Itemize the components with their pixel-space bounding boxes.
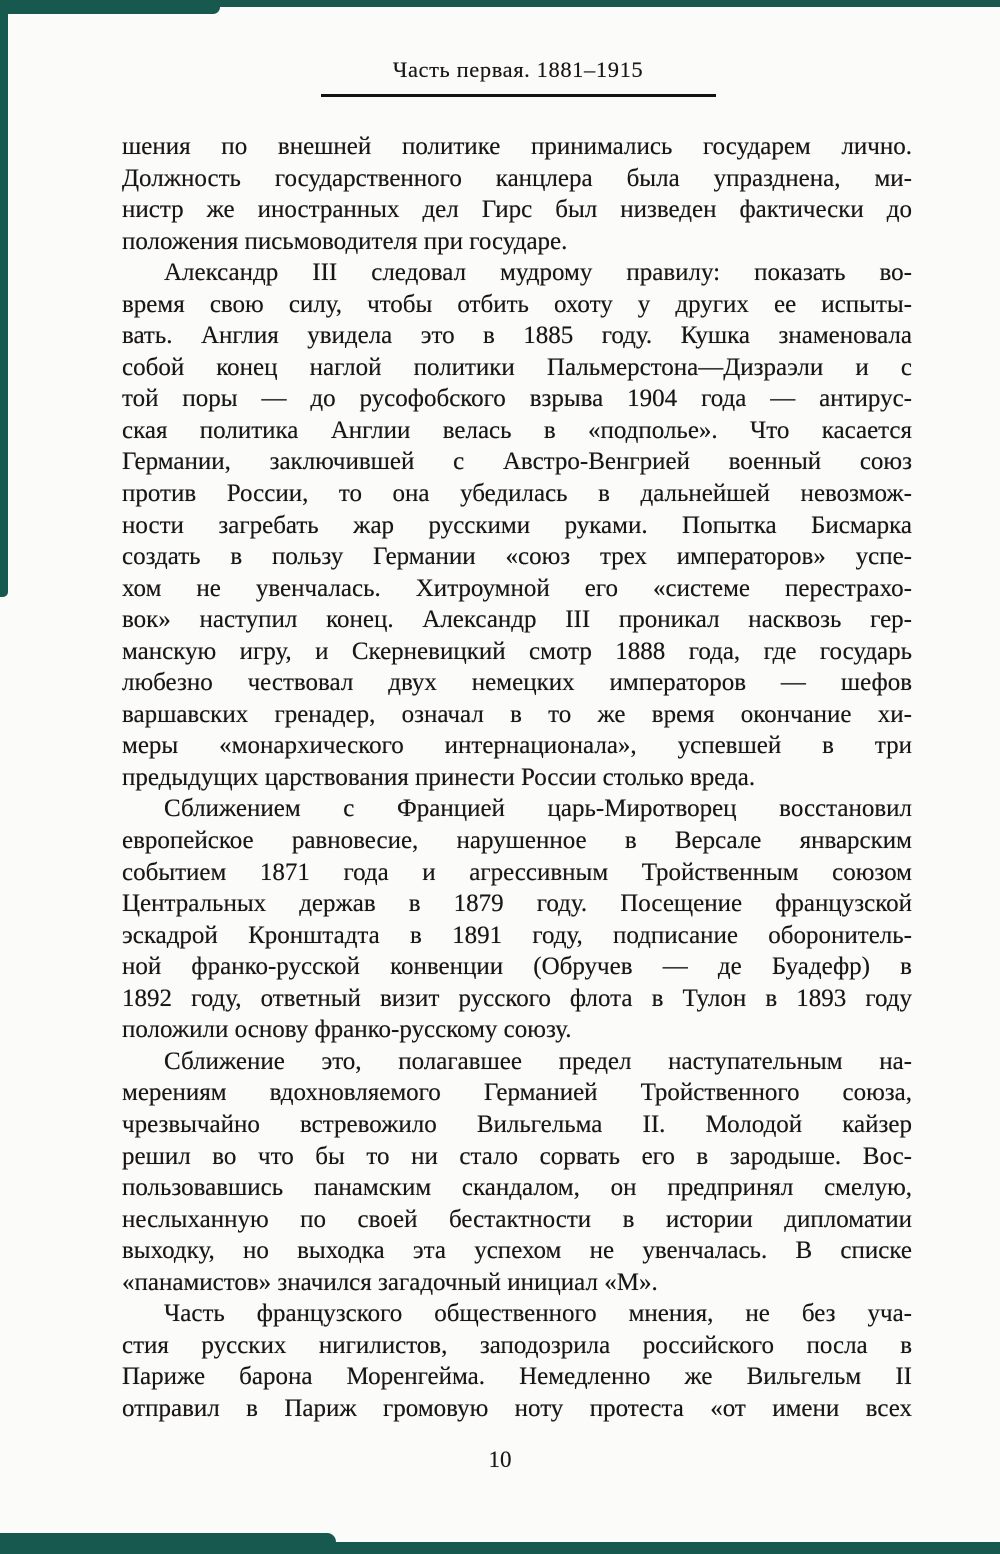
text-line: любезно чествовал двух немецких императоров — шефов: [122, 669, 912, 697]
text-line: манскую игру, и Скерневицкий смотр 1888 года, где государь: [122, 637, 912, 665]
text-line: варшавских гренадер, означал в то же время окончание хи-: [122, 700, 912, 728]
text-line: Александр III следовал мудрому правилу: показать во-: [164, 259, 912, 287]
text-line: положили основу франко-русскому союзу.: [122, 1016, 572, 1044]
text-line: выходку, но выходка эта успехом не увенчалась. В списке: [122, 1237, 912, 1265]
text-line: меры «монархического интернационала», успевшей в три: [122, 732, 912, 760]
text-line: стия русских нигилистов, заподозрила российского посла в: [122, 1331, 912, 1359]
text-line: отправил в Париж громовую ноту протеста «от имени всех: [122, 1394, 912, 1422]
scan-edge-left: [0, 0, 8, 597]
scan-edge-bottom-left-corner: [0, 1533, 336, 1554]
text-line: той поры — до русофобского взрыва 1904 года — антирус-: [122, 385, 912, 413]
text-line: нистр же иностранных дел Гирс был низведен фактически до: [122, 196, 912, 224]
text-line: неслыханную по своей бестактности в истории дипломатии: [122, 1205, 912, 1233]
text-line: создать в пользу Германии «союз трех императоров» успе-: [122, 543, 912, 571]
text-line: 1892 году, ответный визит русского флота в Тулон в 1893 году: [122, 984, 912, 1012]
text-line: Центральных держав в 1879 году. Посещение французской: [122, 890, 912, 918]
text-line: Сближением с Францией царь-Миротворец восстановил: [164, 795, 912, 823]
text-line: предыдущих царствования принести России столько вреда.: [122, 763, 756, 791]
text-line: ности загребать жар русскими руками. Попытка Бисмарка: [122, 511, 912, 539]
text-line: вок» наступил конец. Александр III проникал насквозь гер-: [122, 606, 912, 634]
text-line: событием 1871 года и агрессивным Тройственным союзом: [122, 858, 912, 886]
text-line: шения по внешней политике принимались государем лично.: [122, 133, 912, 160]
text-line: «панамистов» значился загадочный инициал «М».: [122, 1268, 658, 1296]
text-line: решил во что бы то ни стало сорвать его в зародыше. Вос-: [122, 1142, 912, 1170]
text-line: пользовавшись панамским скандалом, он предпринял смелую,: [122, 1174, 912, 1202]
text-line: Часть французского общественного мнения, не без уча-: [164, 1300, 912, 1328]
text-line: мерениям вдохновляемого Германией Тройственного союза,: [122, 1079, 912, 1107]
text-line: собой конец наглой политики Пальмерстона—Дизраэли и с: [122, 353, 912, 381]
text-line: Сближение это, полагавшее предел наступательным на-: [164, 1047, 912, 1075]
text-line: время свою силу, чтобы отбить охоту у других ее испыты-: [122, 290, 912, 318]
text-line: против России, то она убедилась в дальнейшей невозмож-: [122, 480, 912, 508]
text-line: вать. Англия увидела это в 1885 году. Кушка знаменовала: [122, 322, 912, 350]
text-line: ская политика Англии велась в «подполье». Что касается: [122, 416, 912, 444]
text-line: эскадрой Кронштадта в 1891 году, подписание оборонитель-: [122, 921, 912, 949]
text-line: положения письмоводителя при государе.: [122, 227, 568, 255]
text-line: Париже барона Моренгейма. Немедленно же Вильгельм II: [122, 1363, 912, 1391]
text-line: Должность государственного канцлера была упразднена, ми-: [122, 164, 912, 192]
text-line: хом не увенчалась. Хитроумной его «системе перестрахо-: [122, 574, 912, 602]
scan-edge-top-left-corner: [0, 0, 220, 14]
text-line: европейское равновесие, нарушенное в Версале январским: [122, 827, 912, 855]
text-line: чрезвычайно встревожило Вильгельма II. Молодой кайзер: [122, 1110, 912, 1138]
text-line: ной франко-русской конвенции (Обручев — де Буадефр) в: [122, 953, 912, 981]
running-header: Часть первая. 1881–1915: [392, 57, 644, 82]
header-rule: [321, 94, 716, 97]
page-number: 10: [488, 1447, 512, 1472]
text-line: Германии, заключившей с Австро-Венгрией военный союз: [122, 448, 912, 476]
page-body-text: [122, 131, 912, 1424]
